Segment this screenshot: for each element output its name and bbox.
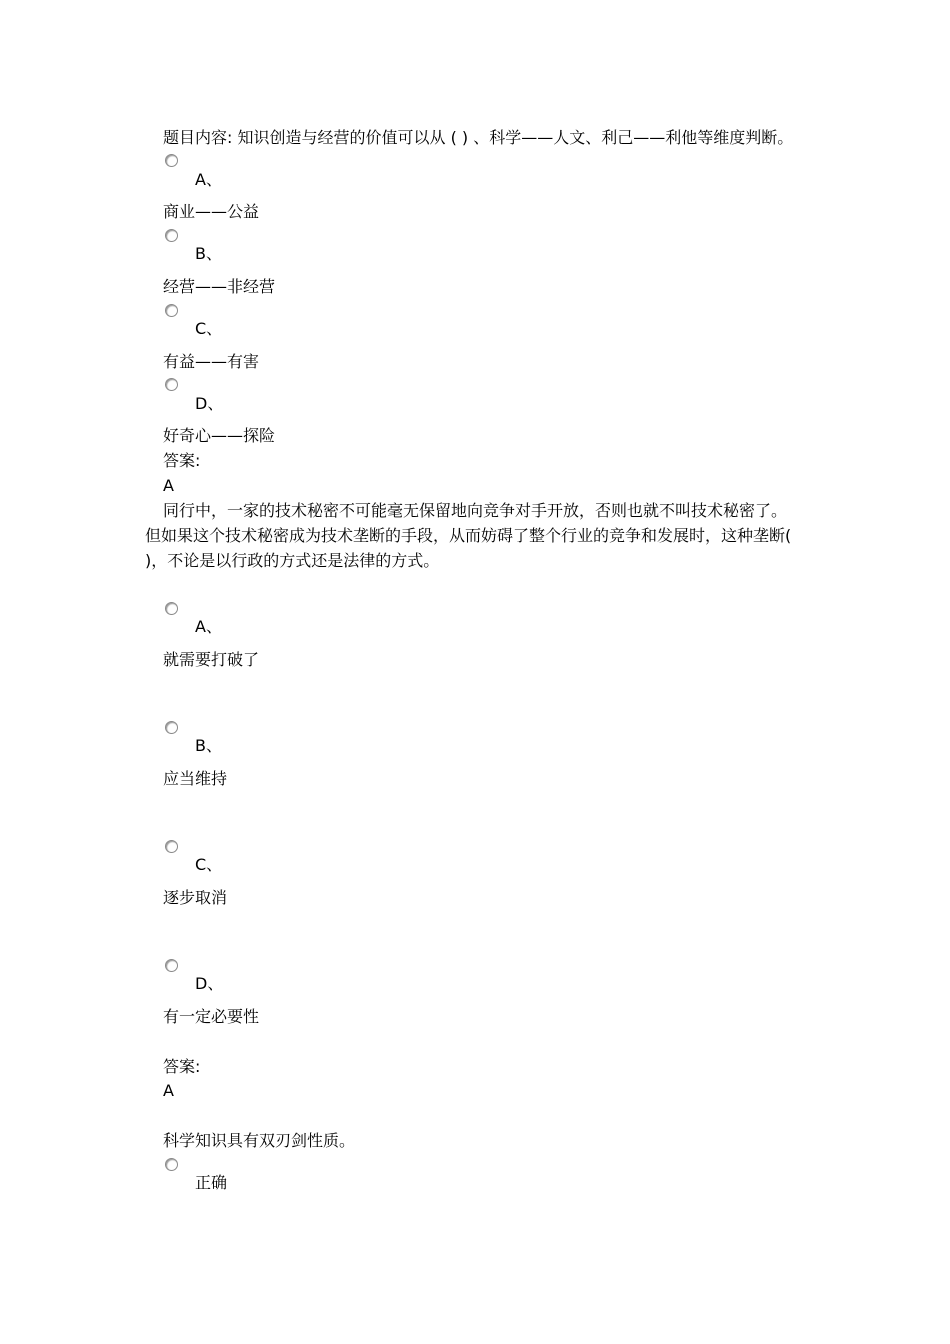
- q1-option-c-letter: C、: [195, 319, 223, 338]
- q2-option-c-radio[interactable]: [165, 840, 178, 853]
- q1-option-a-text: 商业——公益: [163, 202, 260, 221]
- q3-option-true-radio[interactable]: [165, 1158, 178, 1171]
- q2-option-b-radio[interactable]: [165, 721, 178, 734]
- question-1-stem: 题目内容: 知识创造与经营的价值可以从 ( ) 、科学——人文、利己——利他等维度判断。: [163, 128, 794, 147]
- q1-option-b-radio[interactable]: [165, 229, 178, 242]
- question-2-stem-line-3: )，不论是以行政的方式还是法律的方式。: [145, 551, 440, 570]
- q2-option-c-letter: C、: [195, 855, 223, 874]
- q1-option-a-radio[interactable]: [165, 154, 178, 167]
- q1-option-a-letter: A、: [195, 170, 222, 189]
- q2-option-a-letter: A、: [195, 617, 222, 636]
- q1-answer-label: 答案:: [163, 451, 201, 470]
- q1-option-c-radio[interactable]: [165, 304, 178, 317]
- q1-option-d-radio[interactable]: [165, 378, 178, 391]
- q3-option-true-label: 正确: [195, 1173, 228, 1192]
- q2-option-b-text: 应当维持: [163, 769, 228, 788]
- q1-option-d-text: 好奇心——探险: [163, 426, 276, 445]
- q1-option-b-letter: B、: [195, 244, 222, 263]
- q1-option-d-letter: D、: [195, 394, 224, 413]
- q2-option-d-radio[interactable]: [165, 959, 178, 972]
- q1-option-b-text: 经营——非经营: [163, 277, 276, 296]
- q2-option-a-text: 就需要打破了: [163, 650, 260, 669]
- q2-option-d-letter: D、: [195, 974, 224, 993]
- q2-answer-label: 答案:: [163, 1057, 201, 1076]
- q2-answer-value: A: [163, 1081, 174, 1100]
- question-2-stem-line-1: 同行中，一家的技术秘密不可能毫无保留地向竞争对手开放，否则也就不叫技术秘密了。: [163, 501, 788, 520]
- question-3-stem: 科学知识具有双刃剑性质。: [163, 1131, 356, 1150]
- q2-option-b-letter: B、: [195, 736, 222, 755]
- q1-answer-value: A: [163, 476, 174, 495]
- question-2-stem-line-2: 但如果这个技术秘密成为技术垄断的手段，从而妨碍了整个行业的竞争和发展时，这种垄断(: [145, 526, 792, 545]
- q2-option-d-text: 有一定必要性: [163, 1007, 260, 1026]
- q2-option-c-text: 逐步取消: [163, 888, 228, 907]
- q2-option-a-radio[interactable]: [165, 602, 178, 615]
- q1-option-c-text: 有益——有害: [163, 352, 260, 371]
